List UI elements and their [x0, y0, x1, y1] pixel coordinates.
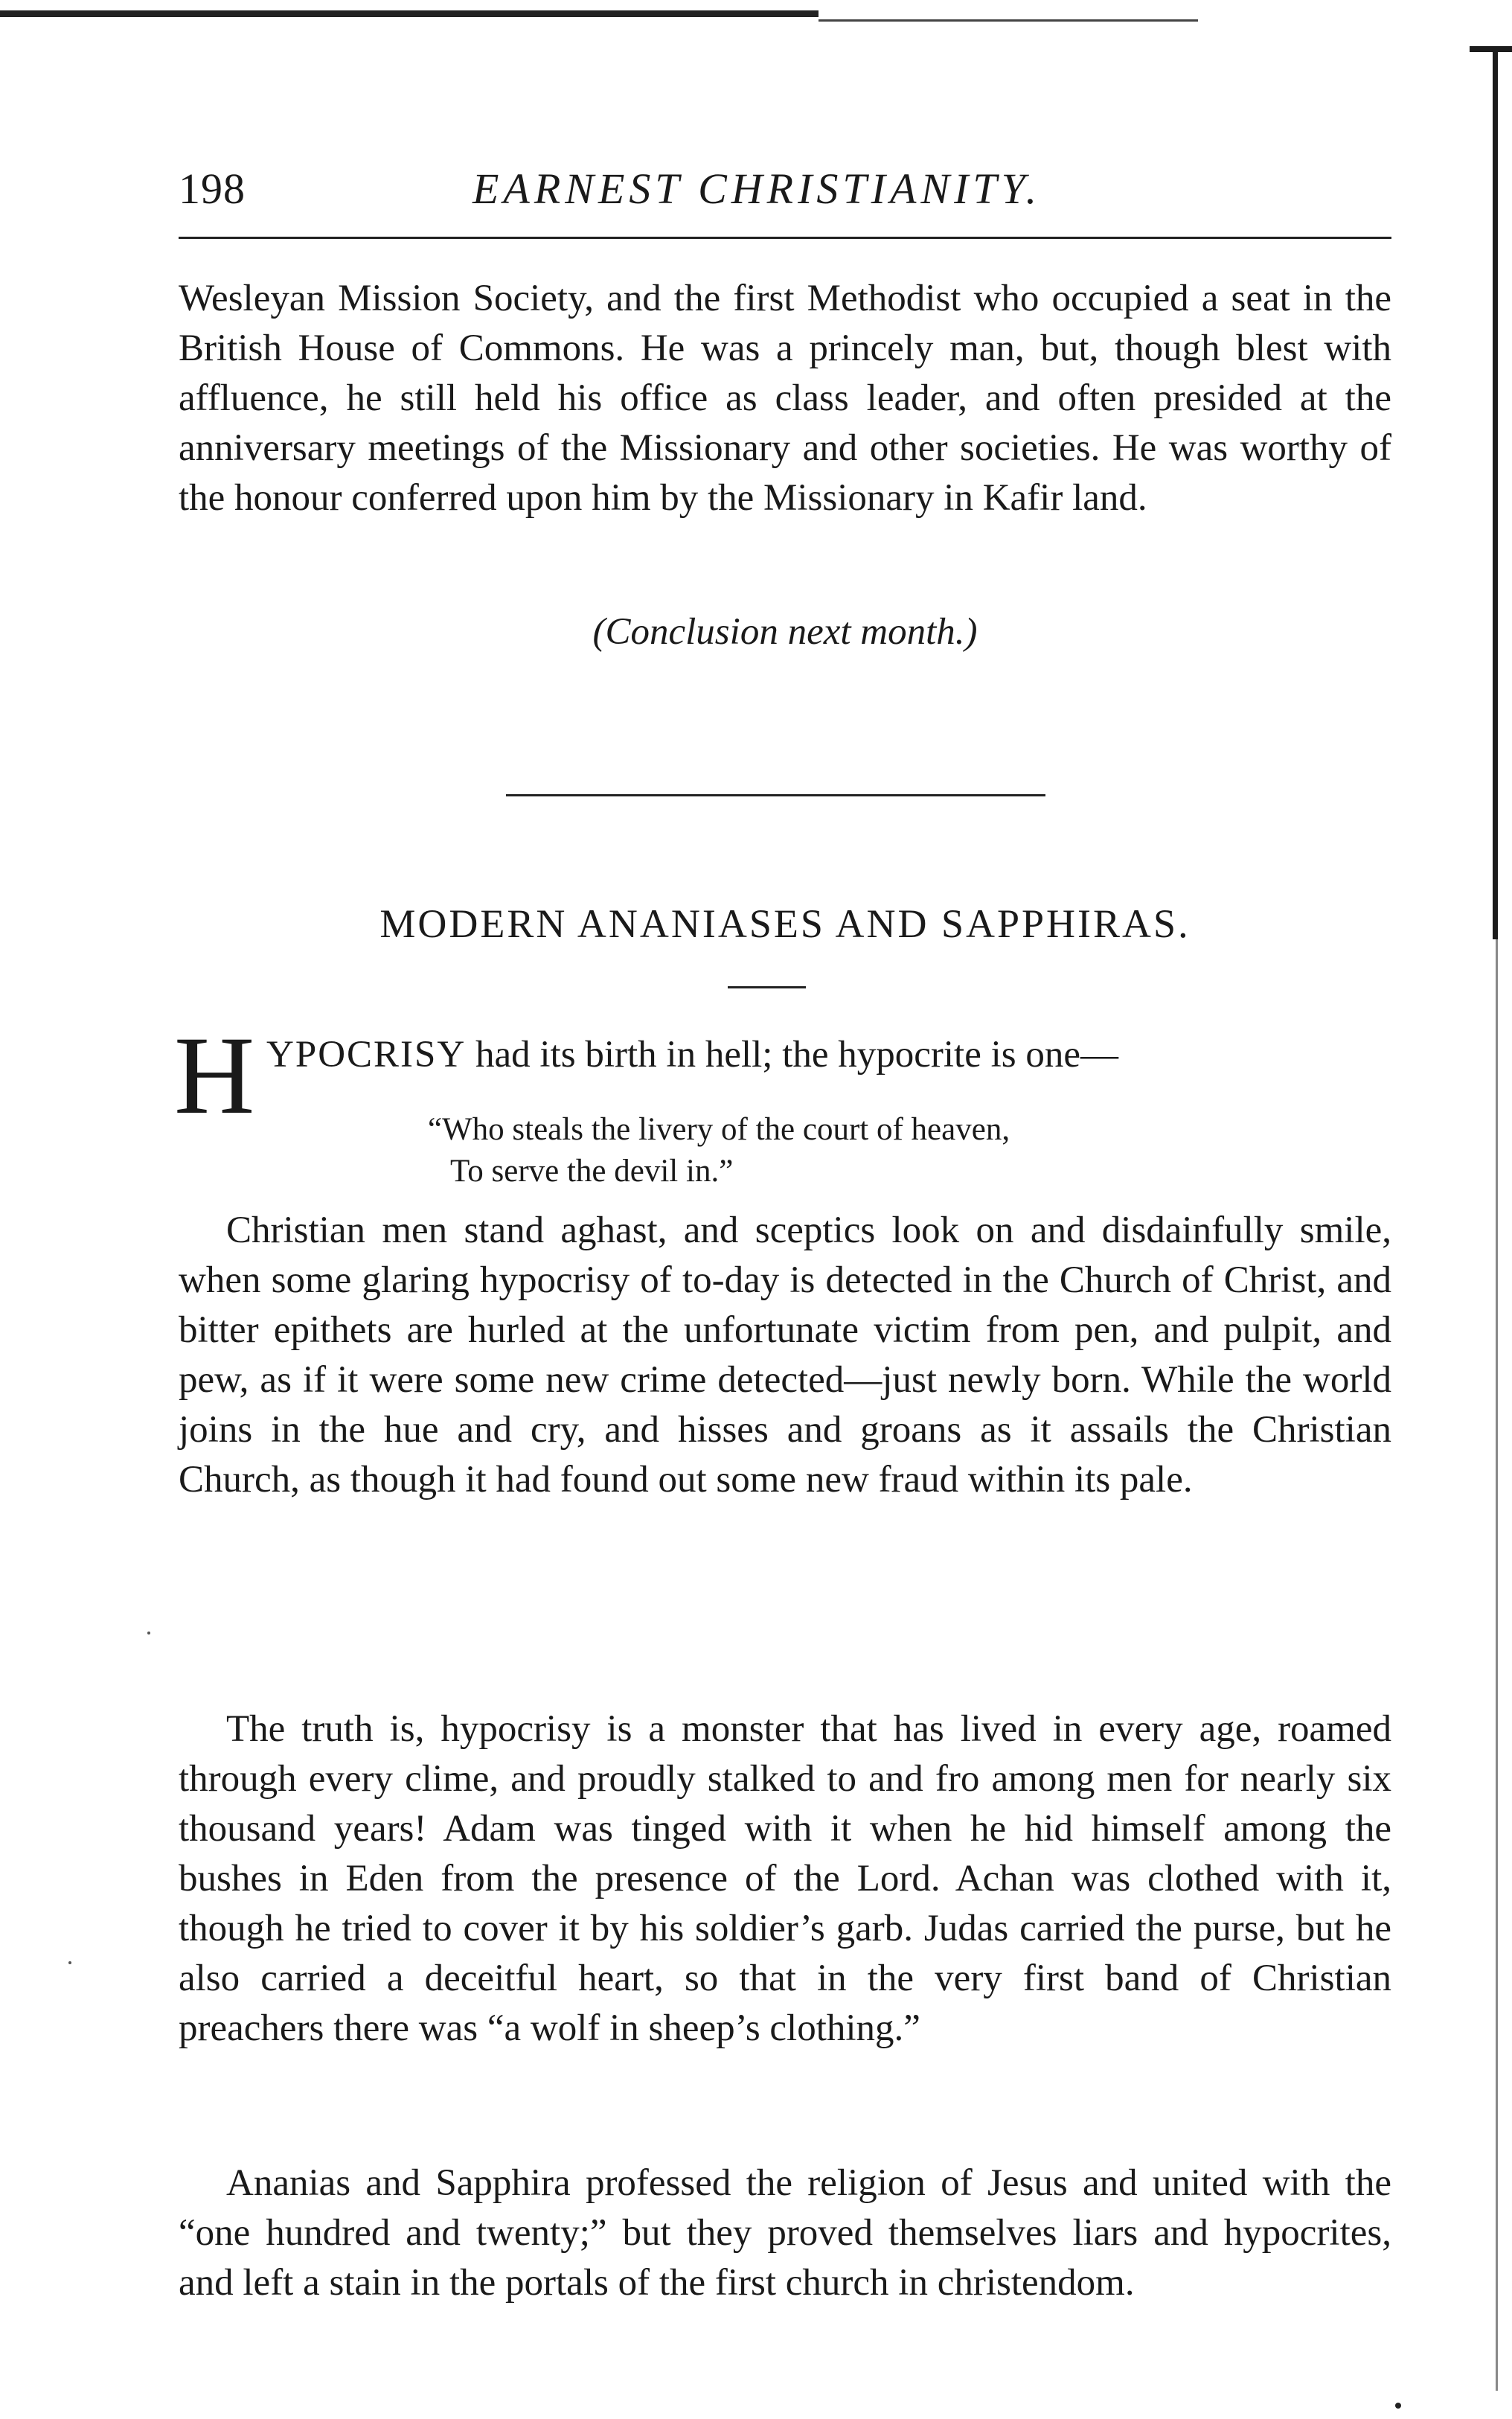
verse-quote	[428, 1109, 1010, 1192]
quote-line-1: “Who steals the livery of the court of heaven,	[428, 1112, 1010, 1147]
continued-paragraph-text: Wesleyan Mission Society, and the first Methodist who occupied a seat in the British House of Commons. He was a princely man, but, though blest with affluence, he still held his office as class leader, and often presided at the anniversary meetings of the Missionary and other societies. He was worthy of the honour conferred upon him by the Missionary in Kafir land.	[179, 278, 1391, 519]
article-paragraph-1-text: Christian men stand aghast, and sceptics look on and disdainfully smile, when some glaring hypocrisy of to-day is detected in the Church of Christ, and bitter epithets are hurled at the unfortunate victim from pen, and pulpit, and pew, as if it were some new crime detected—just newly born. While the world joins in the hue and cry, and hisses and groans as it assails the Christian Church, as though it had found out some new fraud within its pale.	[179, 1210, 1391, 1501]
article-paragraph-3	[179, 2158, 1391, 2308]
scan-edge-right-top	[1470, 46, 1512, 52]
scan-edge-right-lower	[1496, 939, 1498, 2391]
title-rule	[728, 986, 806, 988]
scan-edge-top-thin	[819, 19, 1198, 22]
quote-line-2: To serve the devil in.”	[450, 1154, 734, 1189]
opening-line	[266, 1033, 1118, 1076]
article-paragraph-3-text: Ananias and Sapphira professed the religion of Jesus and united with the “one hundred and twenty;” but they proved themselves liars and hypocrites, and left a stain in the portals of the first church in christendom.	[179, 2162, 1391, 2304]
opening-caps: YPOCRISY	[266, 1034, 467, 1076]
running-title: EARNEST CHRISTIANITY.	[472, 164, 1042, 213]
margin-speck	[68, 1961, 71, 1964]
book-page	[174, 149, 1391, 2304]
footer-speck	[1395, 2403, 1401, 2409]
margin-speck	[147, 1632, 150, 1634]
opening-rest: had its birth in hell; the hypocrite is one—	[466, 1034, 1119, 1076]
page-number: 198	[179, 164, 246, 213]
article-title: MODERN ANANIASES AND SAPPHIRAS.	[379, 901, 1191, 946]
running-head	[179, 149, 1391, 213]
conclusion-note: (Conclusion next month.)	[592, 611, 978, 653]
scan-edge-right	[1493, 46, 1498, 939]
scan-edge-top	[0, 10, 819, 17]
article-paragraph-2	[179, 1704, 1391, 2054]
continued-paragraph	[179, 274, 1391, 523]
article-paragraph-2-text: The truth is, hypocrisy is a monster that has lived in every age, roamed through every clime, and proudly stalked to and fro among men for nearly six thousand years! Adam was tinged with it when he hid himself among the bushes in Eden from the presence of the Lord. Achan was clothed with it, though he tried to cover it by his soldier’s garb. Judas carried the purse, but he also carried a deceitful heart, so that in the very first band of Christian preachers there was “a wolf in sheep’s clothing.”	[179, 1708, 1391, 2049]
drop-cap: H	[174, 1014, 255, 1137]
article-paragraph-1	[179, 1206, 1391, 1505]
header-rule	[179, 237, 1391, 239]
section-divider	[506, 794, 1045, 796]
